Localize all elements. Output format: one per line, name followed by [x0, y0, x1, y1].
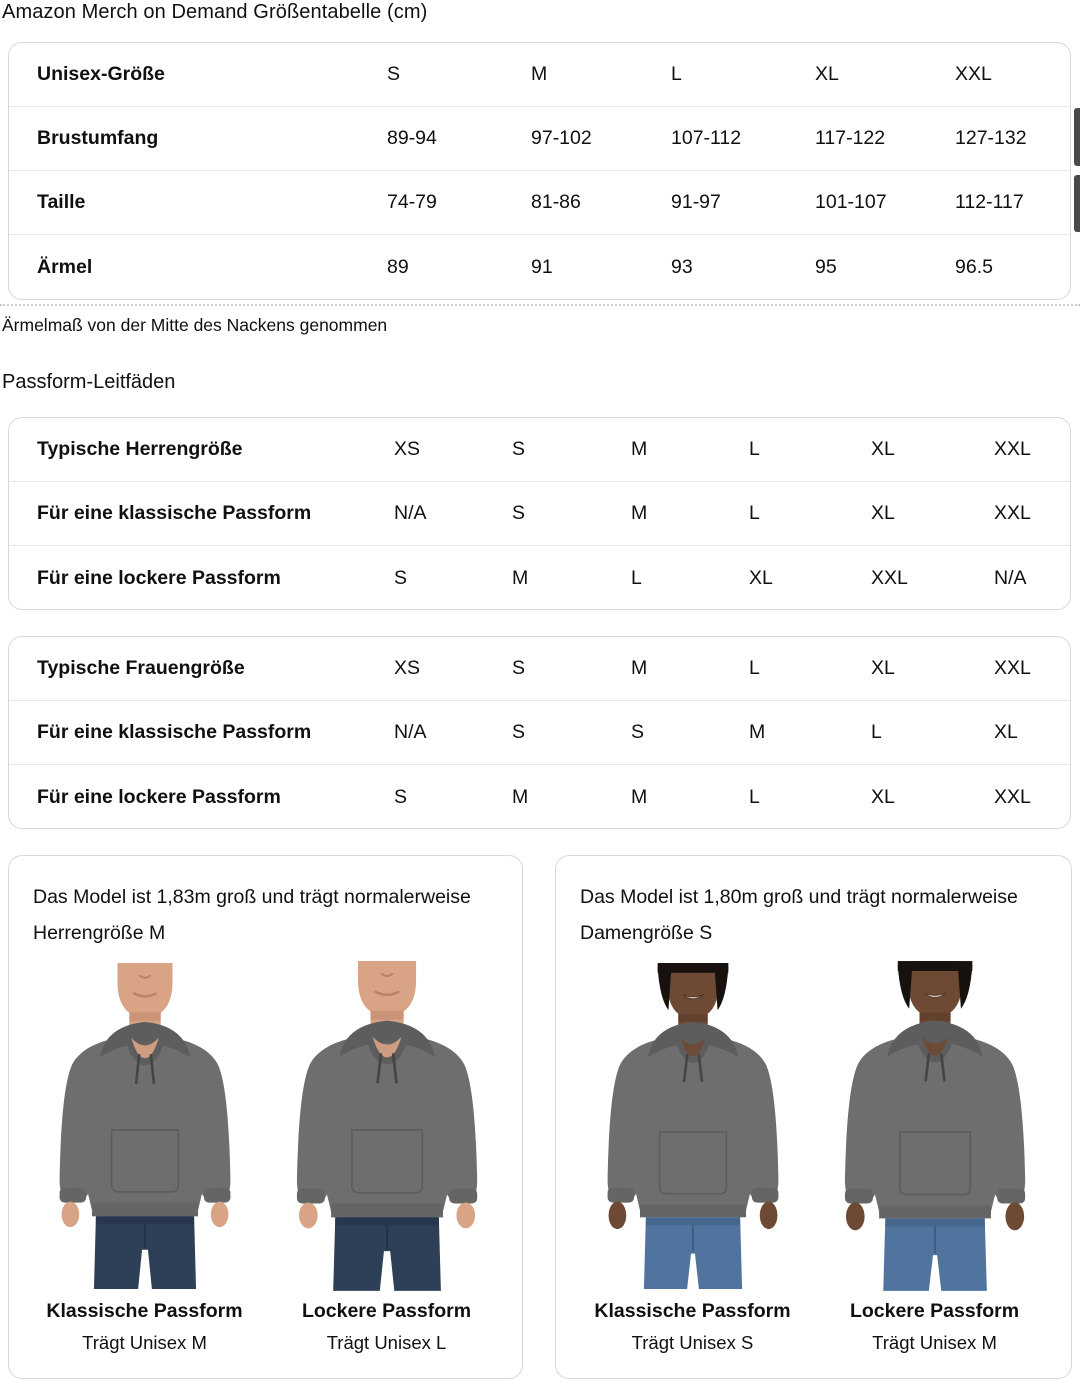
size-cell: 97-102	[531, 127, 592, 149]
size-cell: M	[512, 566, 529, 589]
size-cell: N/A	[994, 566, 1027, 589]
size-cell: XXL	[955, 63, 992, 85]
size-cell: XL	[815, 63, 839, 85]
size-cell: S	[512, 438, 526, 460]
female-model-card	[555, 855, 1072, 1379]
photo-caption	[37, 1300, 253, 1354]
size-cell: M	[631, 657, 648, 679]
unisex-size-table	[8, 42, 1071, 300]
size-cell: XXL	[994, 785, 1031, 808]
size-cell: 91-97	[671, 191, 721, 213]
scrollbar-thumb[interactable]	[1074, 108, 1080, 166]
size-cell: XL	[871, 785, 895, 808]
row-label: Typische Frauengröße	[37, 657, 245, 679]
photo-captions	[556, 1300, 1071, 1354]
caption-title: Klassische Passform	[46, 1300, 243, 1322]
size-cell: N/A	[394, 502, 427, 524]
mens-fit-table	[8, 417, 1071, 610]
page-title: Amazon Merch on Demand Größentabelle (cm)	[2, 1, 428, 23]
row-label: Für eine lockere Passform	[37, 566, 281, 589]
size-cell: 127-132	[955, 127, 1027, 149]
size-cell: S	[512, 657, 526, 679]
size-cell: S	[394, 785, 408, 808]
size-cell: M	[512, 785, 529, 808]
size-cell: 117-122	[815, 127, 886, 149]
caption-subtitle: Trägt Unisex M	[872, 1332, 997, 1353]
size-cell: 81-86	[531, 191, 581, 213]
size-cell: XS	[394, 438, 421, 460]
size-cell: N/A	[394, 721, 427, 743]
size-cell: 93	[671, 255, 693, 278]
size-cell: M	[631, 502, 648, 524]
size-cell: 107-112	[671, 127, 742, 149]
table-row	[9, 235, 1070, 299]
row-label: Unisex-Größe	[37, 63, 165, 85]
size-cell: 112-117	[955, 191, 1024, 213]
size-cell: 91	[531, 255, 553, 278]
size-cell: M	[531, 63, 548, 85]
male-model-card	[8, 855, 523, 1379]
photo-caption	[279, 1300, 495, 1354]
size-cell: XL	[994, 721, 1018, 743]
size-cell: XL	[871, 502, 895, 524]
size-cell: S	[512, 721, 526, 743]
photo-caption	[585, 1300, 801, 1354]
size-cell: 96.5	[955, 255, 993, 278]
caption-title: Lockere Passform	[301, 1300, 472, 1322]
model-photo-male-loose	[279, 960, 495, 1292]
photo-caption	[827, 1300, 1043, 1354]
model-photo-male-classic	[37, 960, 253, 1292]
size-cell: XL	[871, 657, 895, 679]
fit-guides-heading: Passform-Leitfäden	[2, 371, 176, 393]
size-cell: S	[631, 721, 645, 743]
table-row	[9, 765, 1070, 829]
model-photos	[9, 960, 522, 1292]
table-row	[9, 701, 1070, 765]
size-cell: XS	[394, 657, 421, 679]
size-cell: XXL	[994, 438, 1031, 460]
table-row	[9, 107, 1070, 171]
size-cell: L	[749, 502, 760, 524]
table-row	[9, 171, 1070, 235]
size-cell: M	[749, 721, 766, 743]
row-label: Taille	[37, 191, 86, 213]
female-model-illustration	[827, 960, 1043, 1292]
size-cell: M	[631, 438, 648, 460]
table-row	[9, 418, 1070, 482]
size-cell: XL	[871, 438, 895, 460]
size-cell: S	[394, 566, 408, 589]
size-cell: S	[512, 502, 526, 524]
size-cell: 89-94	[387, 127, 437, 149]
size-cell: 95	[815, 255, 837, 278]
table-row	[9, 637, 1070, 701]
caption-subtitle: Trägt Unisex L	[326, 1332, 447, 1353]
scrollbar-thumb[interactable]	[1074, 175, 1080, 232]
size-cell: XXL	[994, 657, 1031, 679]
caption-subtitle: Trägt Unisex M	[82, 1332, 207, 1353]
size-cell: L	[631, 566, 642, 589]
row-label: Für eine klassische Passform	[37, 502, 312, 524]
caption-title: Lockere Passform	[849, 1300, 1020, 1322]
size-cell: XXL	[994, 502, 1031, 524]
male-model-illustration	[37, 960, 253, 1292]
caption-title: Klassische Passform	[594, 1300, 791, 1322]
row-label: Für eine klassische Passform	[37, 721, 312, 743]
size-cell: 89	[387, 255, 409, 278]
size-cell: XXL	[871, 566, 908, 589]
womens-fit-table	[8, 636, 1071, 829]
male-model-illustration	[279, 960, 495, 1292]
row-label: Für eine lockere Passform	[37, 785, 281, 808]
size-cell: L	[749, 657, 760, 679]
size-cell: L	[871, 721, 882, 743]
table-row	[9, 43, 1070, 107]
size-cell: 74-79	[387, 191, 437, 213]
sleeve-note: Ärmelmaß von der Mitte des Nackens genommen	[2, 315, 388, 335]
row-label: Brustumfang	[37, 127, 159, 149]
size-cell: M	[631, 785, 648, 808]
size-cell: L	[749, 438, 760, 460]
size-cell: 101-107	[815, 191, 887, 213]
row-label: Typische Herrengröße	[37, 438, 243, 460]
size-cell: L	[671, 63, 682, 85]
table-row	[9, 546, 1070, 610]
model-description: Das Model ist 1,80m groß und trägt normalerweise Damengröße S	[580, 886, 1018, 944]
size-cell: XL	[749, 566, 773, 589]
caption-subtitle: Trägt Unisex S	[631, 1332, 754, 1353]
size-cell: S	[387, 63, 401, 85]
model-description: Das Model ist 1,83m groß und trägt normalerweise Herrengröße M	[33, 886, 471, 944]
model-photos	[556, 960, 1071, 1292]
row-label: Ärmel	[37, 255, 93, 278]
model-photo-female-classic	[585, 960, 801, 1292]
table-row	[9, 482, 1070, 546]
model-photo-female-loose	[827, 960, 1043, 1292]
female-model-illustration	[585, 960, 801, 1292]
size-cell: L	[749, 785, 760, 808]
photo-captions	[9, 1300, 522, 1354]
dotted-divider	[0, 304, 1080, 306]
